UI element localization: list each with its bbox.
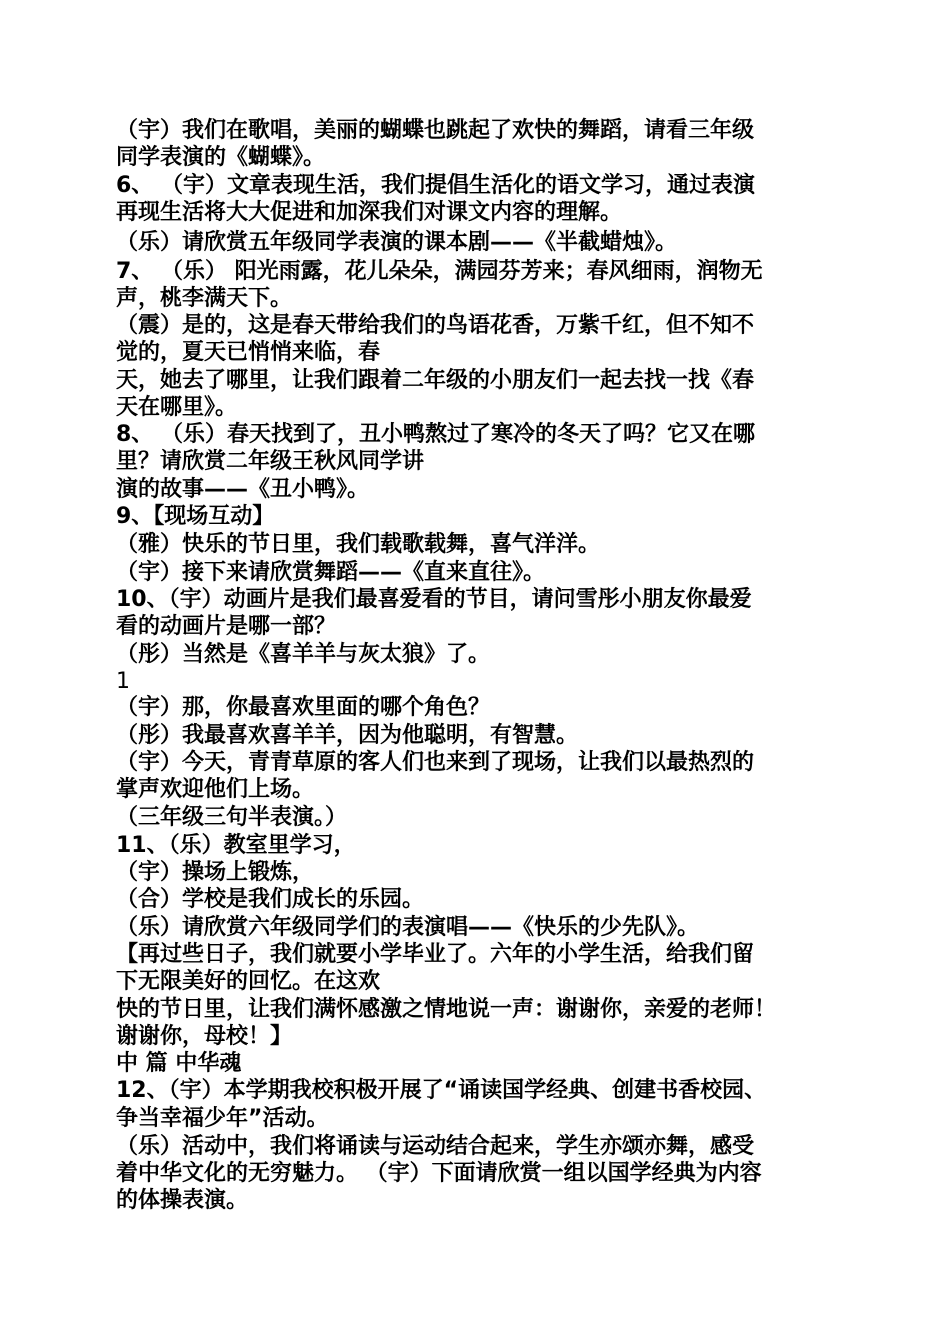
text-line: 掌声欢迎他们上场。 [116, 777, 315, 802]
text-line: （宇）我们在歌唱，美丽的蝴蝶也跳起了欢快的舞蹈，请看三年级 [116, 118, 755, 143]
text-line: （宇）那，你最喜欢里面的哪个角色？ [116, 695, 491, 720]
text-line: （宇）今天，青青草原的客人们也来到了现场，让我们以最热烈的 [116, 750, 755, 775]
text-line: （合）学校是我们成长的乐园。 [116, 887, 425, 912]
text-line: 谢谢你，母校！】 [116, 1024, 293, 1049]
text-line: 12、（宇）本学期我校积极开展了“诵读国学经典、创建书香校园、 [116, 1078, 767, 1103]
page-number: 1 [116, 669, 130, 694]
text-line: 里？请欣赏二年级王秋风同学讲 [116, 449, 425, 474]
text-line: （乐）请欣赏六年级同学们的表演唱——《快乐的少先队》。 [116, 915, 700, 940]
text-line: 【再过些日子，我们就要小学毕业了。六年的小学生活，给我们留 [116, 942, 755, 967]
text-line: 天在哪里》。 [116, 395, 238, 420]
text-line: 7、 （乐） 阳光雨露，花儿朵朵，满园芬芳来；春风细雨，润物无 [116, 259, 763, 284]
text-line: （雅）快乐的节日里，我们载歌载舞，喜气洋洋。 [116, 532, 601, 557]
text-line: 6、 （宇）文章表现生活，我们提倡生活化的语文学习，通过表演 [116, 173, 755, 198]
text-line: 觉的，夏天已悄悄来临，春 [116, 340, 381, 365]
text-line: 的体操表演。 [116, 1188, 249, 1213]
text-line: （乐）请欣赏五年级同学表演的课本剧——《半截蜡烛》。 [116, 230, 678, 255]
text-line: 再现生活将大大促进和加深我们对课文内容的理解。 [116, 200, 623, 225]
text-line: 快的节日里，让我们满怀感激之情地说一声：谢谢你，亲爱的老师！ [116, 997, 777, 1022]
text-line: （震）是的，这是春天带给我们的鸟语花香，万紫千红，但不知不 [116, 313, 755, 338]
text-line: （宇）操场上锻炼， [116, 860, 315, 885]
text-line: （乐）活动中，我们将诵读与运动结合起来，学生亦颂亦舞，感受 [116, 1134, 755, 1159]
text-line: 11、（乐）教室里学习， [116, 833, 356, 858]
text-line: 8、 （乐）春天找到了，丑小鸭熬过了寒冷的冬天了吗？它又在哪 [116, 422, 755, 447]
text-line: （彤）我最喜欢喜羊羊，因为他聪明，有智慧。 [116, 723, 579, 748]
text-line: 天，她去了哪里，让我们跟着二年级的小朋友们一起去找一找《春 [116, 368, 755, 393]
text-line: 9、【现场互动】 [116, 504, 275, 529]
text-line: 下无限美好的回忆。在这欢 [116, 969, 381, 994]
text-line: （宇）接下来请欣赏舞蹈——《直来直往》。 [116, 560, 546, 585]
text-line: 同学表演的《蝴蝶》。 [116, 145, 326, 170]
text-line: （彤）当然是《喜羊羊与灰太狼》了。 [116, 642, 491, 667]
text-line: （三年级三句半表演。） [116, 805, 348, 830]
text-line: 争当幸福少年”活动。 [116, 1106, 329, 1131]
text-line: 声，桃李满天下。 [116, 286, 293, 311]
text-line: 10、（宇）动画片是我们最喜爱看的节目，请问雪彤小朋友你最爱 [116, 587, 752, 612]
text-line: 着中华文化的无穷魅力。 （宇）下面请欣赏一组以国学经典为内容 [116, 1161, 762, 1186]
text-line: 演的故事——《丑小鸭》。 [116, 477, 370, 502]
text-line: 看的动画片是哪一部？ [116, 614, 337, 639]
section-heading: 中 篇 中华魂 [116, 1051, 242, 1076]
